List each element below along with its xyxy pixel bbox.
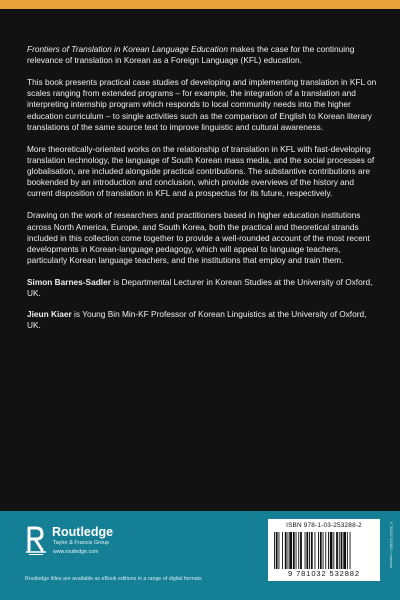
blurb-paragraph-3: More theoretically-oriented works on the relationship of translation in KFL with fast-developing translation technology, the language of South Korean mass media, and the social processes of globalisation, are included alongside practical contributions. The substantive contributions are bookended by an introduction and conclusion, which provide overviews of the history and current disposition of translation in KFL and a prospectus for its future, respectively. (27, 143, 375, 199)
book-title: Frontiers of Translation in Korean Language Education (27, 44, 228, 54)
blurb (27, 44, 377, 341)
editor-name-2: Jieun Kiaer (27, 309, 72, 320)
blurb-paragraph-1-rest: makes the case for the continuing relevance of translation in Korean as a Foreign Language (KFL) education. (27, 44, 355, 66)
publisher-name: Routledge (52, 525, 114, 539)
barcode-icon (274, 532, 374, 569)
isbn-barcode-box (268, 519, 380, 581)
ebook-availability-note: Routledge titles are available as eBook editions in a range of digital formats (25, 576, 202, 582)
publisher-url[interactable]: www.routledge.com (53, 549, 99, 555)
top-accent-stripe (0, 0, 400, 9)
routledge-r-icon (25, 526, 47, 556)
editor-bio-1 (27, 277, 377, 299)
blurb-paragraph-2: This book presents practical case studies of developing and implementing translation in KFL on scales ranging from extended programs – for example, the integration of a translation and interpreting internship program which responds to local community needs into the higher education curriculum – to single activities such as the comparison of English to Korean literary translations of the same source text to improve linguistic and cultural awareness. (27, 77, 377, 132)
editor-bio-text-2: is Young Bin Min-KF Professor of Korean Linguistics at the University of Oxford, UK. (27, 309, 367, 331)
publisher-logo[interactable] (25, 524, 175, 568)
blurb-paragraph-1 (27, 44, 377, 66)
editor-bio-text-1: is Departmental Lecturer in Korean Studies at the University of Oxford, UK. (27, 276, 373, 299)
editor-name-1: Simon Barnes-Sadler (27, 276, 111, 287)
side-barcode-code: 9 781032 532882 » sidecode (389, 522, 393, 569)
publisher-subtitle: Taylor & Francis Group (53, 540, 110, 546)
isbn-label: ISBN 978-1-03-253288-2 (286, 522, 362, 529)
blurb-paragraph-4: Drawing on the work of researchers and practitioners based in higher education institutions across North America, Europe, and South Korea, both the practical and theoretical strands included in this collection come together to provide a well-rounded account of the most recent developments in Korean-language pedagogy, which will appeal to language teachers, particularly Korean language teachers, and the institutions that employ and train them. (27, 210, 370, 265)
editor-bio-2 (27, 309, 377, 331)
barcode-digits: 9 781032 532882 (288, 569, 360, 578)
